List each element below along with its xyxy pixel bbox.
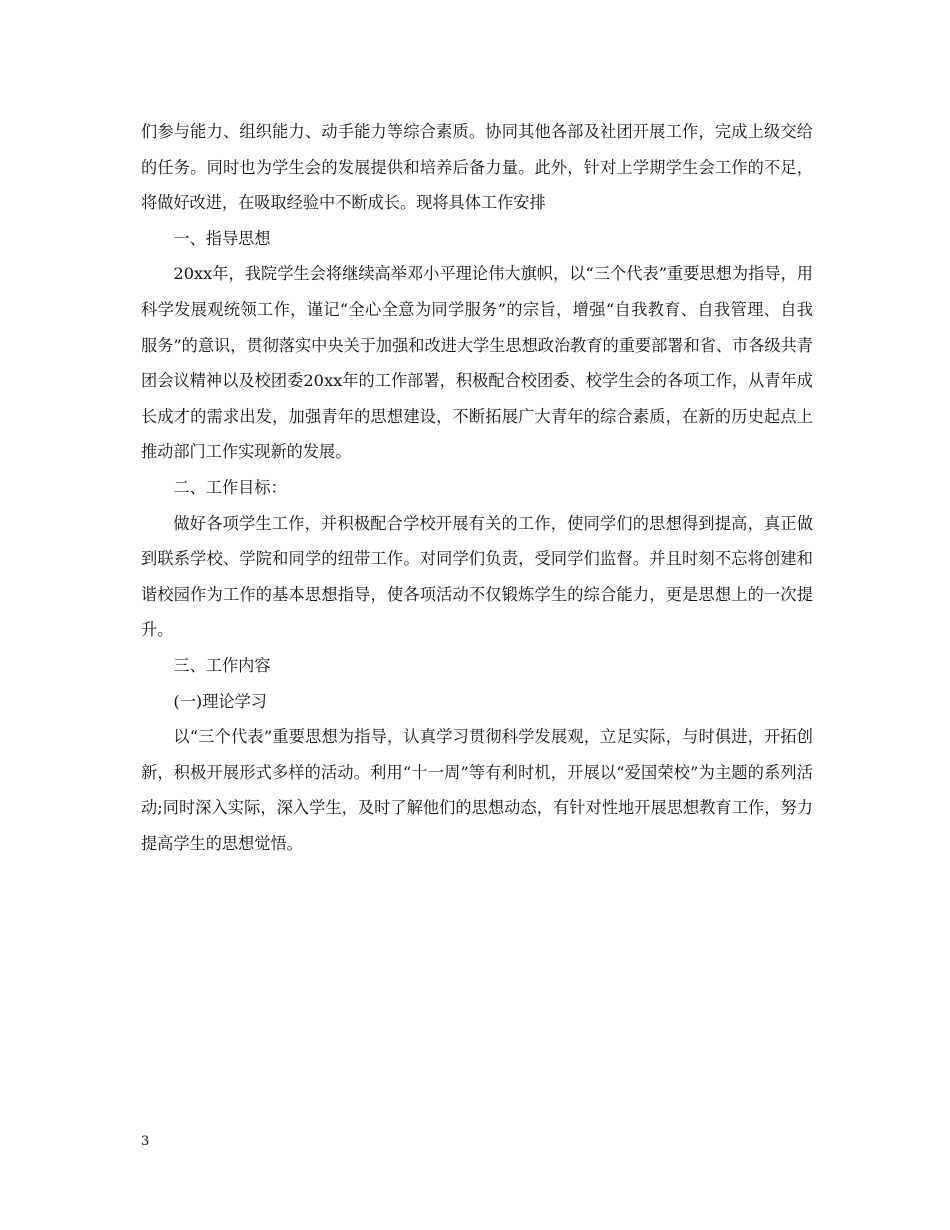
paragraph-intro-continued: 们参与能力、组织能力、动手能力等综合素质。协同其他各部及社团开展工作，完成上级交给的任务。同时也为学生会的发展提供和培养后备力量。此外，针对上学期学生会工作的不足，将做好改进，在吸取经验中不断成长。现将具体工作安排 [141, 122, 813, 213]
paragraph-theory-study: 以“三个代表”重要思想为指导，认真学习贯彻科学发展观，立足实际，与时俱进，开拓创新，积极开展形式多样的活动。利用“十一周”等有利时机，开展以“爱国荣校”为主题的系列活动;同时深入实际，深入学生，及时了解他们的思想动态，有针对性地开展思想教育工作，努力提高学生的思想觉悟。 [141, 727, 813, 853]
heading-work-goals: 二、工作目标： [173, 477, 287, 497]
heading-guiding-ideology: 一、指导思想 [173, 228, 271, 248]
paragraph-work-goals: 做好各项学生工作，并积极配合学校开展有关的工作，使同学们的思想得到提高，真正做到联系学校、学院和同学的纽带工作。对同学们负责，受同学们监督。并且时刻不忘将创建和谐校园作为工作的基本思想指导，使各项活动不仅锻炼学生的综合能力，更是思想上的一次提升。 [141, 513, 813, 640]
paragraph-guiding-ideology: 20xx年，我院学生会将继续高举邓小平理论伟大旗帜，以“三个代表”重要思想为指导，用科学发展观统领工作，谨记“全心全意为同学服务”的宗旨，增强“自我教育、自我管理、自我服务”的意识，贯彻落实中央关于加强和改进大学生思想政治教育的重要部署和省、市各级共青团会议精神以及校团委20xx年的工作部署，积极配合校团委、校学生会的各项工作，从青年成长成才的需求出发，加强青年的思想建设，不断拓展广大青年的综合素质，在新的历史起点上推动部门工作实现新的发展。 [141, 264, 813, 462]
subheading-theory-study: (一)理论学习 [173, 691, 267, 711]
page-number: 3 [141, 1134, 150, 1149]
heading-work-content: 三、工作内容 [173, 655, 271, 675]
document-body [141, 114, 813, 861]
